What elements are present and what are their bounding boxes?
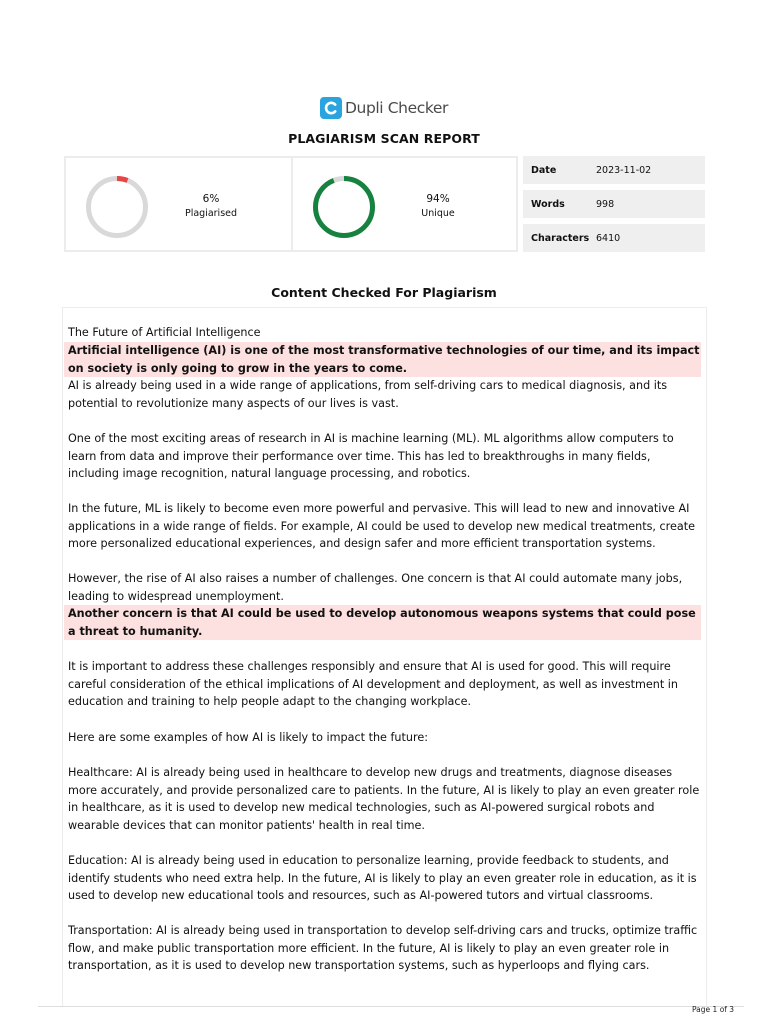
date-label: Date	[531, 164, 557, 176]
plagiarised-ring-track	[89, 179, 146, 236]
words-label: Words	[531, 198, 565, 210]
plagiarised-donut-chart	[84, 174, 150, 240]
plagiarised-percent: 6%	[202, 193, 220, 205]
report-title: PLAGIARISM SCAN REPORT	[288, 131, 480, 146]
paragraph: Education: AI is already being used in education to personalize learning, provide feedback to students, and identify students who need extra help. In the future, AI is likely to play an even greater role in education, as it is used to develop new educational tools and resources, such as AI-powered tutors and virtual classrooms.	[68, 854, 697, 902]
plagiarised-passage: Artificial intelligence (AI) is one of the most transformative technologies of our time, and its impact on society is only going to grow in the years to come.	[64, 342, 701, 377]
unique-percent: 94%	[426, 193, 450, 205]
paragraph: Transportation: AI is already being used in transportation to develop self-driving cars and trucks, optimize traffic flow, and make public transportation more efficient. In the future, AI is likely to play an even greater role in transportation, as it is used to develop new transportation systems, such as hyperloops and flying cars.	[68, 924, 698, 972]
brand-logo	[0, 96, 768, 120]
characters-value: 6410	[596, 232, 621, 244]
plagiarism-stats-panel	[64, 156, 518, 252]
brand-name: Dupli Checker	[345, 99, 448, 117]
meta-row-characters	[523, 224, 705, 252]
unique-stat	[291, 158, 516, 250]
unique-donut-chart	[311, 174, 377, 240]
plagiarised-passage: Another concern is that AI could be used to develop autonomous weapons systems that could pose a threat to humanity.	[64, 605, 701, 640]
paragraph: One of the most exciting areas of research in AI is machine learning (ML). ML algorithms allow computers to learn from data and improve their performance over time. This has led to breakthroughs in many fields, including image recognition, natural language processing, and robotics.	[68, 432, 674, 480]
words-value: 998	[596, 198, 615, 210]
paragraph: Here are some examples of how AI is likely to impact the future:	[68, 731, 429, 744]
document-heading: The Future of Artificial Intelligence	[68, 326, 261, 339]
page-number: Page 1 of 3	[692, 1005, 735, 1014]
unique-label: Unique	[421, 208, 455, 219]
paragraph: Healthcare: AI is already being used in healthcare to develop new drugs and treatments, diagnose diseases more accurately, and provide personalized care to patients. In the future, AI is likely to play an even greater role in healthcare, as it is used to develop new medical technologies, such as AI-powered surgical robots and wearable devices that can monitor patients' health in real time.	[68, 766, 700, 832]
paragraph: It is important to address these challenges responsibly and ensure that AI is used for good. This will require careful consideration of the ethical implications of AI development and deployment, as well as investment in education and training to help people adapt to the changing workplace.	[68, 660, 678, 708]
footer-divider	[38, 1006, 744, 1007]
paragraph: In the future, ML is likely to become even more powerful and pervasive. This will lead to new and innovative AI applications in a wide range of fields. For example, AI could be used to develop new medical treatments, create more personalized educational experiences, and design safer and more efficient transportation systems.	[68, 502, 696, 550]
characters-label: Characters	[531, 232, 590, 244]
duplichecker-c-logo-icon	[320, 97, 342, 119]
plagiarised-label: Plagiarised	[184, 208, 238, 219]
meta-row-date	[523, 156, 705, 184]
plagiarised-stat	[66, 158, 291, 250]
unique-ring-arc	[316, 179, 373, 236]
paragraph: However, the rise of AI also raises a number of challenges. One concern is that AI could automate many jobs, leading to widespread unemployment.	[68, 572, 683, 603]
section-title: Content Checked For Plagiarism	[271, 285, 497, 300]
meta-row-words	[523, 190, 705, 218]
paragraph: AI is already being used in a wide range of applications, from self-driving cars to medical diagnosis, and its potential to revolutionize many aspects of our lives is vast.	[68, 379, 668, 410]
date-value: 2023-11-02	[596, 164, 652, 176]
